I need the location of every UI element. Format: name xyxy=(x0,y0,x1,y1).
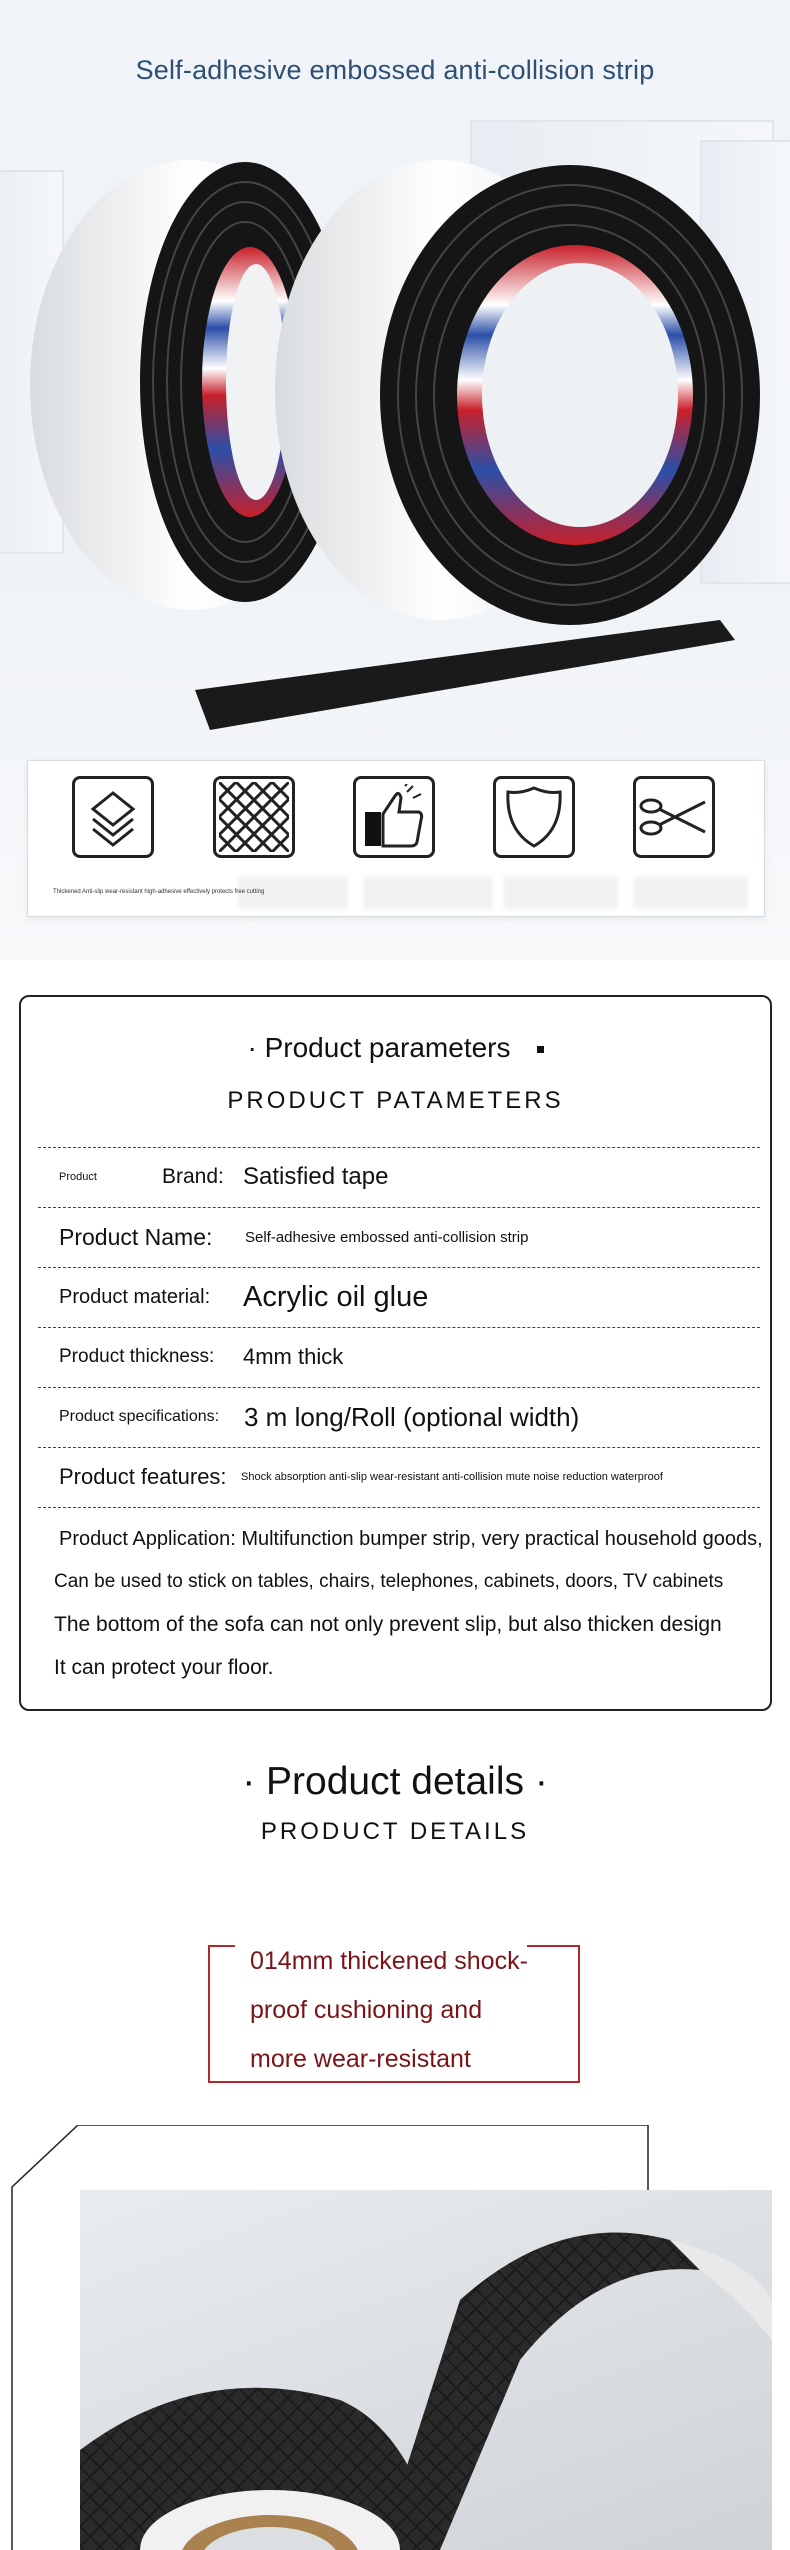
details-title: · Product details · xyxy=(242,1760,548,1803)
details-subtitle: PRODUCT DETAILS xyxy=(260,1818,530,1845)
parameters-heading: · Product parameters xyxy=(21,1032,770,1064)
scissors-icon xyxy=(633,776,715,858)
parameters-subheading: PRODUCT PATAMETERS xyxy=(227,1087,564,1114)
shield-icon xyxy=(493,776,575,858)
param-row-material: Product material: Acrylic oil glue xyxy=(59,1280,429,1313)
layers-icon xyxy=(72,776,154,858)
diamond-grid-icon xyxy=(213,776,295,858)
param-row-name: Product Name: Self-adhesive embossed anti-collision strip xyxy=(59,1223,529,1250)
param-row-brand: Product Brand: Satisfied tape xyxy=(59,1163,389,1190)
feature-callout: 014mm thickened shock- proof cushioning and more wear-resistant xyxy=(208,1945,580,2083)
feature-caption: Thickened Anti-slip wear-resistant high-adhesive effectively protects free cutting xyxy=(53,889,265,895)
square-bullet-icon xyxy=(537,1046,544,1053)
thumbs-up-icon xyxy=(353,776,435,858)
tape-closeup-photo xyxy=(80,2190,772,2550)
param-row-specifications: Product specifications: 3 m long/Roll (optional width) xyxy=(59,1401,580,1432)
feature-icon-strip xyxy=(27,760,765,917)
product-application: Product Application: Multifunction bumper strip, very practical household goods, Can be used to stick on tables, chairs, telephones, cabinets, doors, TV cabinets The bottom of the sofa can not only prevent slip, but also thicken design It can protect your floor. xyxy=(54,1528,763,1679)
param-row-thickness: Product thickness: 4mm thick xyxy=(59,1344,344,1369)
divider xyxy=(38,1507,760,1508)
hero-banner xyxy=(0,0,790,960)
param-row-features: Product features: Shock absorption anti-slip wear-resistant anti-collision mute noise reduction waterproof xyxy=(59,1464,663,1489)
hero-title: Self-adhesive embossed anti-collision strip xyxy=(135,55,655,85)
product-parameters-panel xyxy=(19,995,772,1711)
tape-rolls-image xyxy=(0,120,790,760)
